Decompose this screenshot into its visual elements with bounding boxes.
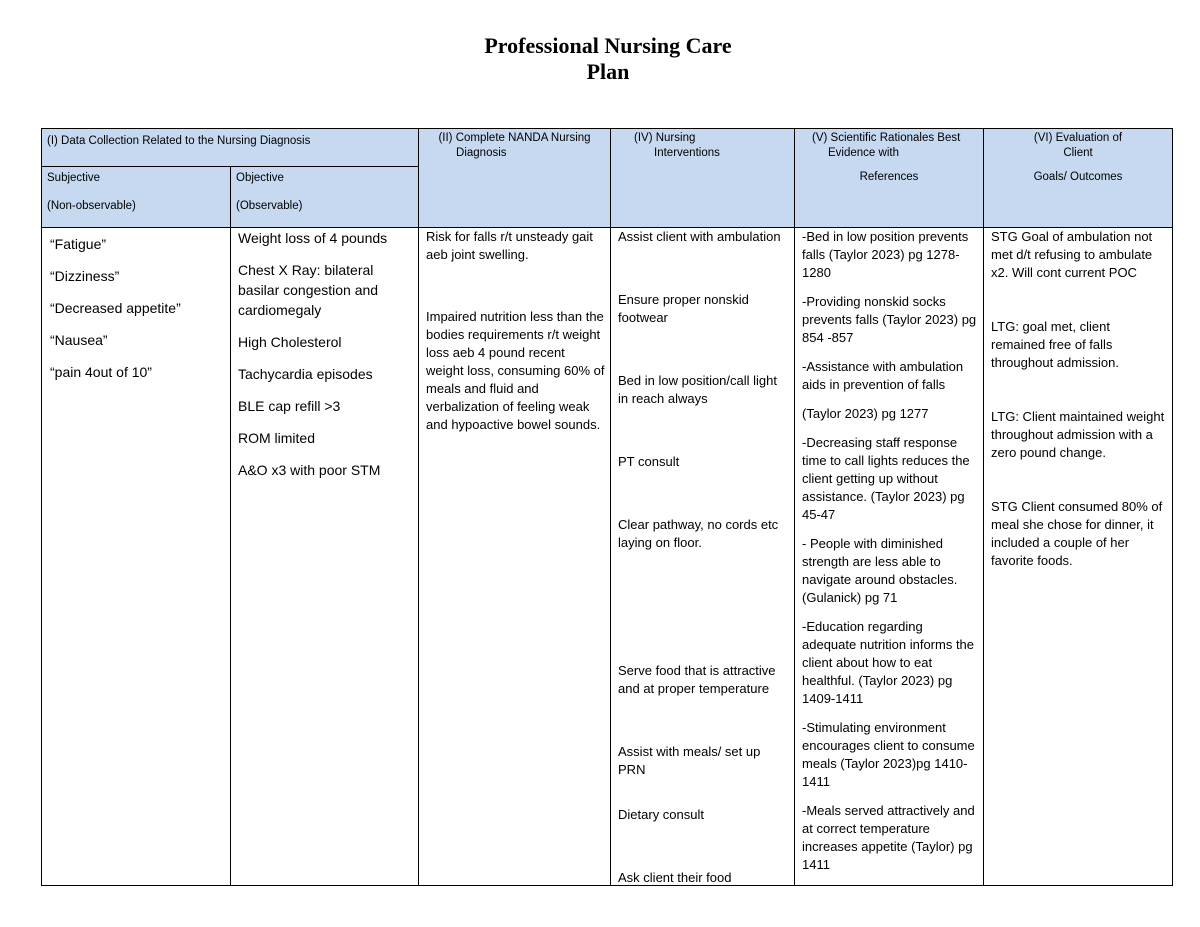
rationale-item: - People with diminished strength are less able to navigate around obstacles. (Gulanick) pg 71 — [802, 536, 958, 605]
rationale-item: -Decreasing staff response time to call lights reduces the client getting up without assistance. (Taylor 2023) pg 45-47 — [802, 435, 970, 522]
intervention-item: Clear pathway, no cords etc laying on floor. — [618, 517, 779, 550]
header-evaluation-line1: (VI) Evaluation of — [1033, 132, 1123, 144]
rationale-item: -Meals served attractively and at correct temperature increases appetite (Taylor) pg 1411 — [802, 803, 975, 872]
objective-item: Weight loss of 4 pounds — [238, 230, 388, 246]
header-objective-note: (Observable) — [236, 200, 303, 212]
intervention-item: Bed in low position/call light in reach always — [618, 373, 777, 406]
header-subjective-label: Subjective — [47, 172, 101, 184]
header-evaluation — [984, 129, 1173, 228]
header-rationales-line3: References — [859, 171, 919, 183]
objective-cell — [231, 228, 419, 886]
header-interventions — [611, 129, 795, 228]
evaluation-item: STG Client consumed 80% of meal she chose for dinner, it included a couple of her favorite foods. — [991, 499, 1163, 568]
header-evaluation-line2: Client — [1063, 147, 1093, 159]
evaluation-item: LTG: goal met, client remained free of falls throughout admission. — [991, 319, 1119, 370]
rationale-item: -Providing nonskid socks prevents falls (Taylor 2023) pg 854 -857 — [802, 294, 977, 345]
header-interventions-line2: Interventions — [654, 147, 720, 159]
subjective-item: “pain 4out of 10” — [50, 364, 152, 380]
title-line-2: Plan — [586, 59, 630, 84]
objective-item: Tachycardia episodes — [238, 366, 373, 382]
rationale-item: -Stimulating environment encourages client to consume meals (Taylor 2023)pg 1410-1411 — [802, 720, 975, 789]
objective-item: High Cholesterol — [238, 334, 342, 350]
rationale-item: (Taylor 2023) pg 1277 — [802, 406, 929, 421]
header-rationales-line1: (V) Scientific Rationales Best — [812, 132, 961, 144]
header-objective — [231, 167, 419, 228]
intervention-item: Dietary consult — [618, 807, 704, 822]
rationale-item: -Education regarding adequate nutrition informs the client about how to eat healthful. (Taylor 2023) pg 1409-1411 — [802, 619, 975, 706]
evaluation-item: LTG: Client maintained weight throughout admission with a zero pound change. — [991, 409, 1165, 460]
subjective-item: “Dizziness” — [50, 268, 120, 284]
evaluation-item: STG Goal of ambulation not met d/t refusing to ambulate x2. Will cont current POC — [991, 229, 1153, 280]
rationale-item: -Bed in low position prevents falls (Taylor 2023) pg 1278-1280 — [802, 229, 969, 280]
intervention-item: PT consult — [618, 454, 680, 469]
objective-item: ROM limited — [238, 430, 316, 446]
document-title — [0, 33, 1200, 85]
evaluation-cell — [984, 228, 1173, 886]
intervention-item: Ensure proper nonskid footwear — [618, 292, 749, 325]
title-line-1: Professional Nursing Care — [484, 33, 732, 58]
rationale-item: -Assistance with ambulation aids in prevention of falls — [802, 359, 964, 392]
header-evaluation-line3: Goals/ Outcomes — [1033, 171, 1123, 183]
intervention-item: Serve food that is attractive and at proper temperature — [618, 663, 776, 696]
header-data-collection-label: (I) Data Collection Related to the Nursing Diagnosis — [47, 135, 311, 147]
subjective-item: “Nausea” — [50, 332, 108, 348]
header-data-collection — [42, 129, 419, 167]
header-nanda-line2: Diagnosis — [456, 147, 507, 159]
header-subjective — [42, 167, 231, 228]
rationales-cell — [795, 228, 984, 886]
intervention-item: Assist client with ambulation — [618, 229, 781, 244]
intervention-item: Ask client their food — [618, 870, 732, 885]
header-nanda-line1: (II) Complete NANDA Nursing — [438, 132, 591, 144]
subjective-item: “Fatigue” — [50, 236, 107, 252]
objective-item: A&O x3 with poor STM — [238, 462, 381, 478]
header-interventions-line1: (IV) Nursing — [634, 132, 696, 144]
nanda-nutrition: Impaired nutrition less than the bodies requirements r/t weight loss aeb 4 pound recent weight loss, consuming 60% of meals and fluid and verbalization of feeling weak and hypoactive bowel sounds. — [426, 309, 605, 432]
header-rationales — [795, 129, 984, 228]
intervention-item: Assist with meals/ set up PRN — [618, 744, 761, 777]
interventions-cell — [611, 228, 795, 886]
objective-item: Chest X Ray: bilateral basilar congestion and cardiomegaly — [238, 262, 379, 318]
header-subjective-note: (Non-observable) — [47, 200, 136, 212]
nanda-falls: Risk for falls r/t unsteady gait aeb joint swelling. — [426, 229, 593, 262]
header-rationales-line2: Evidence with — [828, 147, 899, 159]
header-nanda — [419, 129, 611, 228]
objective-item: BLE cap refill >3 — [238, 398, 341, 414]
subjective-cell — [42, 228, 231, 886]
nanda-cell — [419, 228, 611, 886]
care-plan-table — [41, 128, 1173, 886]
subjective-item: “Decreased appetite” — [50, 300, 181, 316]
header-objective-label: Objective — [236, 172, 284, 184]
